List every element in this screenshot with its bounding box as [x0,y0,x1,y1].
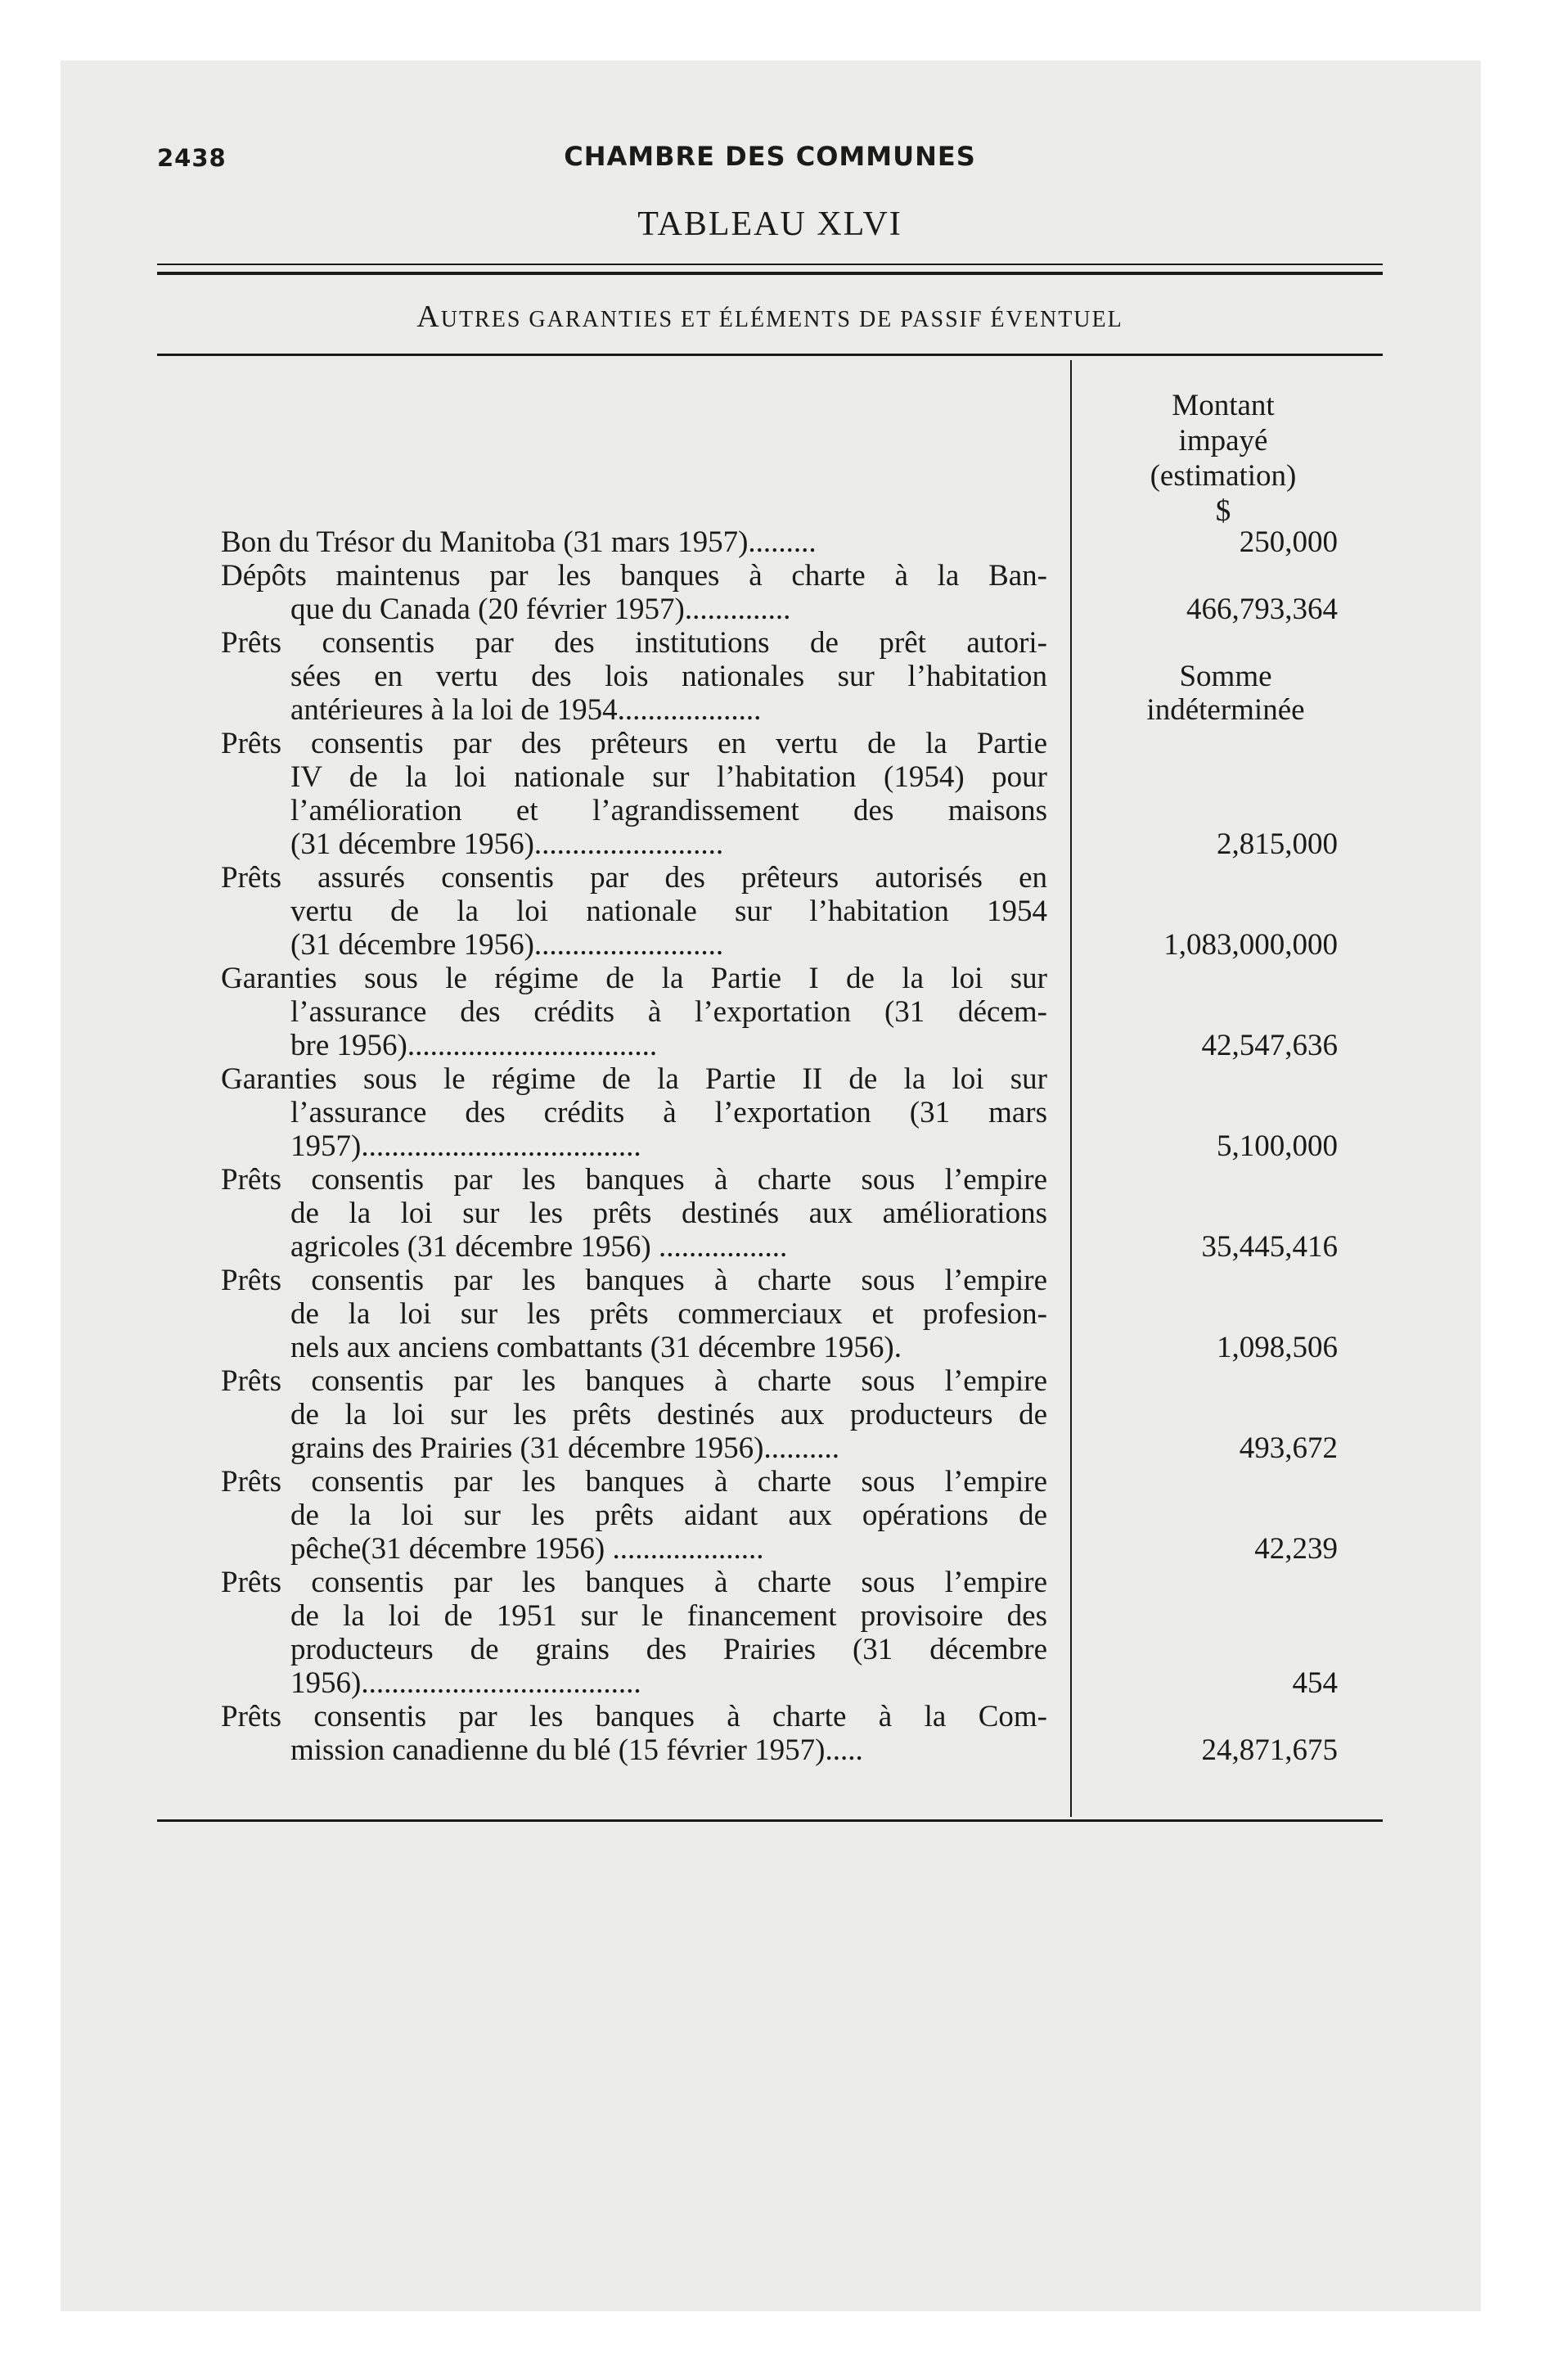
table-row [221,727,1375,861]
description-line: Garanties sous le régime de la Partie I de la loi sur [221,962,1047,995]
amount-value: 1,083,000,000 [1163,928,1338,962]
table-row [221,1364,1375,1465]
description-line: l’assurance des crédits à l’exportation (31 mars [290,1096,1047,1129]
table-row [221,1062,1375,1163]
row-amount [1202,1733,1339,1767]
head-rule [157,354,1383,356]
amount-value: 42,239 [1254,1532,1338,1566]
description-line: bre 1956)................................. [290,1029,658,1062]
description-line: Prêts consentis par les banques à charte sous l’empire [221,1465,1047,1499]
amount-value: 466,793,364 [1186,593,1338,626]
description-line: 1957)..................................... [290,1129,641,1163]
amount-heading-line: (estimation) [1150,459,1297,493]
row-description [221,727,1047,861]
row-description [221,1465,1047,1566]
description-line: l’amélioration et l’agrandissement des maisons [290,794,1047,827]
row-description [221,861,1047,962]
table-row [221,626,1375,727]
table-row [221,525,1375,559]
row-description [221,1062,1047,1163]
description-line: Dépôts maintenus par les banques à charte à la Ban- [221,559,1047,593]
description-line: (31 décembre 1956)......................... [290,827,724,861]
table-row [221,1163,1375,1264]
row-amount [1217,1331,1338,1364]
description-line: Prêts consentis par les banques à charte à la Com- [221,1700,1047,1733]
row-description [221,962,1047,1062]
amount-value: 42,547,636 [1201,1029,1338,1062]
description-line: Prêts consentis par les banques à charte sous l’empire [221,1264,1047,1297]
amount-value: 24,871,675 [1201,1733,1338,1767]
row-amount [1240,1431,1338,1465]
amount-value: Somme [1179,660,1272,693]
row-description [221,559,1047,626]
description-line: agricoles (31 décembre 1956) ................. [290,1230,788,1264]
amount-value: 250,000 [1239,525,1338,559]
description-line: Prêts consentis par les banques à charte sous l’empire [221,1364,1047,1398]
description-line: (31 décembre 1956)......................... [290,928,724,962]
page-header [157,141,1383,182]
table-body [221,525,1375,1767]
table-title: AUTRES GARANTIES ET ÉLÉMENTS DE PASSIF ÉVENTUEL [416,300,1123,334]
currency-symbol: $ [1215,494,1231,528]
amount-value: 1,098,506 [1217,1331,1338,1364]
description-line: de la loi sur les prêts aidant aux opérations de [290,1499,1047,1532]
row-amount [1202,1230,1339,1264]
row-description [221,1700,1047,1767]
amount-heading-line: Montant [1172,389,1275,422]
row-description [221,525,1047,559]
amount-value: 5,100,000 [1217,1129,1338,1163]
description-line: Prêts consentis par les banques à charte sous l’empire [221,1163,1047,1197]
description-line: de la loi sur les prêts destinés aux producteurs de [290,1398,1047,1431]
table-number: TABLEAU XLVI [637,205,902,243]
description-line: l’assurance des crédits à l’exportation (31 décem- [290,995,1047,1029]
row-description [221,1163,1047,1264]
table-row [221,1700,1375,1767]
row-amount [1217,1129,1338,1163]
description-line: Bon du Trésor du Manitoba (31 mars 1957)......... [221,525,817,559]
description-line: Garanties sous le régime de la Partie II de la loi sur [221,1062,1047,1096]
amount-value: indéterminée [1146,693,1305,727]
row-amount [1217,827,1338,861]
description-line: mission canadienne du blé (15 février 1957)..... [290,1733,863,1767]
description-line: sées en vertu des lois nationales sur l’habitation [290,660,1047,693]
description-line: grains des Prairies (31 décembre 1956).......... [290,1431,839,1465]
amount-value: 35,445,416 [1201,1230,1338,1264]
page-number: 2438 [157,144,227,172]
row-amount [1293,1666,1339,1700]
amount-value: 2,815,000 [1217,827,1338,861]
table-row [221,559,1375,626]
description-line: de la loi de 1951 sur le financement provisoire des [290,1599,1047,1633]
row-description [221,1566,1047,1700]
row-amount [1186,593,1338,626]
top-double-rule-upper [157,264,1383,265]
row-amount [1240,525,1338,559]
description-line: Prêts consentis par les banques à charte sous l’empire [221,1566,1047,1599]
description-line: Prêts consentis par des prêteurs en vertu de la Partie [221,727,1047,760]
row-description [221,1264,1047,1364]
description-line: vertu de la loi nationale sur l’habitation 1954 [290,895,1047,928]
table-row [221,1566,1375,1700]
table-row [221,962,1375,1062]
row-amount [1254,1532,1338,1566]
bottom-rule [157,1819,1383,1822]
row-description [221,1364,1047,1465]
amount-heading-line: impayé [1178,424,1268,458]
row-amount [1163,928,1338,962]
table-row [221,1264,1375,1364]
description-line: de la loi sur les prêts commerciaux et profesion- [290,1297,1047,1331]
description-line: Prêts assurés consentis par des prêteurs autorisés en [221,861,1047,895]
description-line: 1956)..................................... [290,1666,641,1700]
running-head: CHAMBRE DES COMMUNES [564,141,976,172]
amount-value: 454 [1292,1666,1338,1700]
description-line: nels aux anciens combattants (31 décembre 1956). [290,1331,902,1364]
table-row [221,861,1375,962]
description-line: que du Canada (20 février 1957).............. [290,593,791,626]
description-line: antérieures à la loi de 1954................... [290,693,762,727]
description-line: producteurs de grains des Prairies (31 décembre [290,1633,1047,1666]
amount-value: 493,672 [1239,1431,1338,1465]
row-amount [1202,1029,1339,1062]
top-double-rule-lower [157,272,1383,275]
amount-column-heading [1076,388,1370,529]
description-line: Prêts consentis par des institutions de prêt autori- [221,626,1047,660]
description-line: IV de la loi nationale sur l’habitation (1954) pour [290,760,1047,794]
row-description [221,626,1047,727]
row-amount [1087,660,1365,727]
description-line: pêche(31 décembre 1956) .................... [290,1532,764,1566]
table-row [221,1465,1375,1566]
description-line: de la loi sur les prêts destinés aux améliorations [290,1197,1047,1230]
